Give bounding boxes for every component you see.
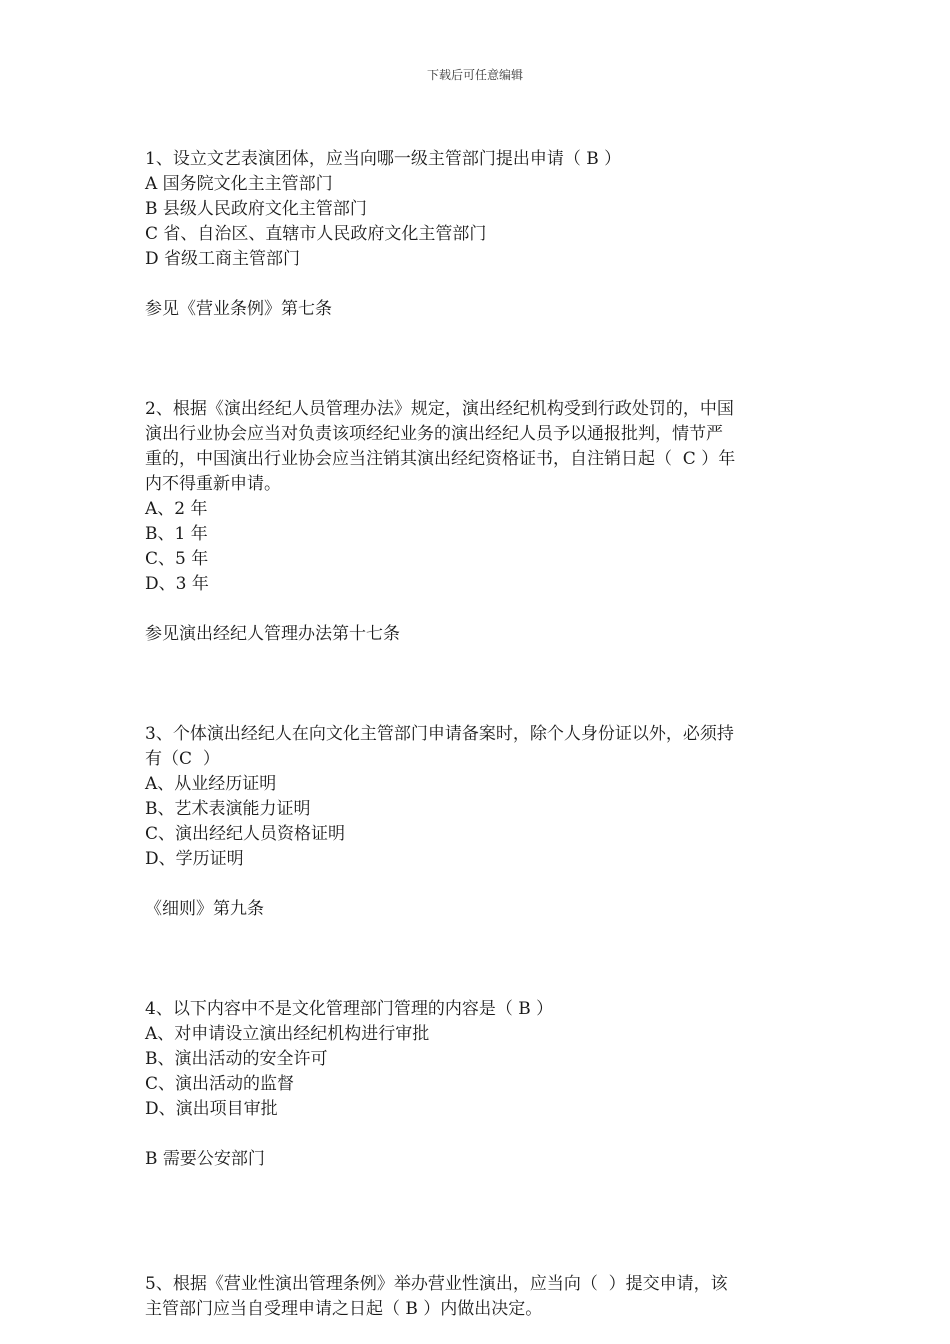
option: D 省级工商主管部门: [145, 249, 301, 269]
question-3: [145, 722, 810, 922]
option: B、演出活动的安全许可: [145, 1049, 328, 1069]
reference-note: 参见《营业条例》第七条: [145, 299, 332, 319]
question-text: 重的，中国演出行业协会应当注销其演出经纪资格证书，自注销日起（ C ）年: [145, 449, 736, 469]
question-text: 内不得重新申请。: [145, 474, 281, 494]
option: A、2 年: [145, 499, 208, 519]
document-body: [145, 147, 810, 1322]
question-text: 3、个体演出经纪人在向文化主管部门申请备案时，除个人身份证以外，必须持: [145, 724, 734, 744]
option: A 国务院文化主主管部门: [145, 174, 333, 194]
option: C、演出活动的监督: [145, 1074, 295, 1094]
option: A、从业经历证明: [145, 774, 277, 794]
question-5: [145, 1272, 810, 1322]
option: D、学历证明: [145, 849, 244, 869]
question-4: [145, 997, 810, 1172]
option: C、演出经纪人员资格证明: [145, 824, 346, 844]
question-text: 演出行业协会应当对负责该项经纪业务的演出经纪人员予以通报批判，情节严: [145, 424, 723, 444]
option: B、1 年: [145, 524, 208, 544]
question-text: 4、以下内容中不是文化管理部门管理的内容是（ B ）: [145, 999, 554, 1019]
option: D、3 年: [145, 574, 209, 594]
option: C、5 年: [145, 549, 209, 569]
question-1: [145, 147, 810, 322]
question-text: 5、根据《营业性演出管理条例》举办营业性演出，应当向（ ）提交申请，该: [145, 1274, 728, 1294]
question-text: 有（C ）: [145, 749, 220, 769]
question-text: 1、设立文艺表演团体，应当向哪一级主管部门提出申请（ B ）: [145, 149, 622, 169]
question-text: 主管部门应当自受理申请之日起（ B ）内做出决定。: [145, 1299, 543, 1319]
reference-note: 参见演出经纪人管理办法第十七条: [145, 624, 400, 644]
question-2: [145, 397, 810, 647]
option: C 省、自治区、直辖市人民政府文化主管部门: [145, 224, 487, 244]
option: A、对申请设立演出经纪机构进行审批: [145, 1024, 430, 1044]
option: B、艺术表演能力证明: [145, 799, 311, 819]
question-text: 2、根据《演出经纪人员管理办法》规定，演出经纪机构受到行政处罚的，中国: [145, 399, 734, 419]
page-header: 下载后可任意编辑: [426, 68, 523, 82]
reference-note: B 需要公安部门: [145, 1149, 265, 1169]
option: D、演出项目审批: [145, 1099, 278, 1119]
reference-note: 《细则》第九条: [145, 899, 264, 919]
option: B 县级人民政府文化主管部门: [145, 199, 367, 219]
